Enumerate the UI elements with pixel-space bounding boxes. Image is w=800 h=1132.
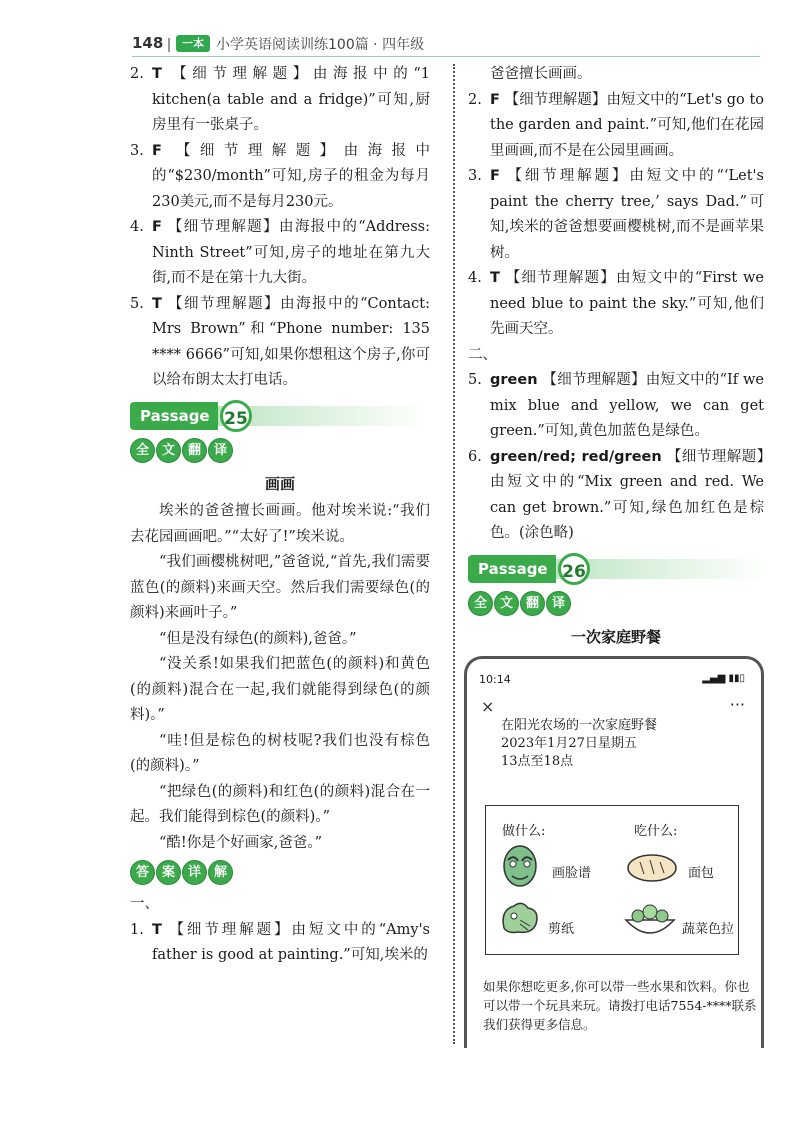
salad-icon — [622, 902, 678, 940]
book-title: 小学英语阅读训练100篇 · 四年级 — [216, 37, 425, 53]
more-menu-icon[interactable]: ··· — [729, 695, 745, 714]
activity-label: 剪纸 — [548, 922, 575, 937]
do-label: 做什么: — [502, 824, 546, 839]
story-title: 画画 — [264, 474, 295, 493]
answer-item: 6. green/red; red/green 【细节理解题】由短文中的“Mix green and red. We can get brown.”可知,绿色加红色是棕色。(涂色略) — [468, 448, 765, 541]
story-paragraph: “酷!你是个好画家,爸爸。” — [159, 834, 323, 851]
phone-mockup — [464, 656, 764, 1048]
answer-item: 1. T 【细节理解题】由短文中的“Amy's father is good at painting.”可知,埃米的 — [130, 921, 430, 963]
page-header — [132, 30, 760, 58]
passage-number: 25 — [220, 400, 252, 432]
bread-icon — [626, 850, 678, 884]
header-separator — [168, 38, 170, 52]
answer-item: 4. F 【细节理解题】由海报中的“Address: Ninth Street”可知,房子的地址在第九大街,而不是在第十九大街。 — [130, 219, 431, 286]
answer-item: 2. T 【细节理解题】由海报中的“1 kitchen(a table and a fridge)”可知,厨房里有一张桌子。 — [130, 66, 431, 133]
story-paragraph: “哇!但是棕色的树枝呢?我们也没有棕色(的颜料)。” — [130, 732, 430, 774]
status-time: 10:14 — [479, 673, 511, 686]
header-rule — [132, 56, 760, 57]
activity-card — [485, 805, 739, 955]
passage-banner — [130, 400, 430, 432]
answer-item: 5. T 【细节理解题】由海报中的“Contact: Mrs Brown”和“Phone number: 135 **** 6666”可知,如果你想租这个房子,你可以给布朗太太打电话。 — [130, 295, 430, 388]
close-icon[interactable]: × — [481, 697, 495, 716]
paper-cut-icon — [498, 898, 542, 936]
passage-number: 26 — [558, 553, 590, 585]
story-paragraph: “我们画樱桃树吧,”爸爸说,“首先,我们需要蓝色(的颜料)来画天空。然后我们需要绿色(的颜料)来画叶子。” — [130, 554, 430, 621]
story-paragraph: 埃米的爸爸擅长画画。他对埃米说:“我们去花园画画吧。”“太好了!”埃米说。 — [130, 503, 430, 545]
answer-item: 4. T 【细节理解题】由短文中的“First we need blue to paint the sky.”可知,他们先画天空。 — [468, 270, 765, 337]
answer-item: 3. F 【细节理解题】由海报中的“$230/month”可知,房子的租金为每月230美元,而不是每月230元。 — [130, 142, 430, 210]
invitation-footer: 如果你想吃更多,你可以带一些水果和饮料。你也可以带一个玩具来玩。请拨打电话7554-****联系我们获得更多信息。 — [483, 979, 757, 1032]
passage-label: Passage — [468, 555, 556, 583]
brand-logo: 一本 — [176, 35, 210, 52]
right-column — [468, 62, 764, 652]
eat-label: 吃什么: — [634, 824, 678, 839]
section-heading: 一、 — [130, 896, 159, 912]
face-mask-icon — [500, 844, 540, 888]
activity-label: 画脸谱 — [552, 866, 592, 881]
translation-badge: 全 文 翻 译 — [130, 438, 430, 466]
column-divider — [453, 64, 455, 1044]
answer-item: 5. green 【细节理解题】由短文中的“If we mix blue and yellow, we can get green.”可知,黄色加蓝色是绿色。 — [468, 372, 765, 439]
translation-badge: 全 文 翻 译 — [468, 591, 764, 619]
story-title: 一次家庭野餐 — [570, 627, 661, 646]
story-paragraph: “没关系!如果我们把蓝色(的颜料)和黄色(的颜料)混合在一起,我们就能得到绿色(的颜料)。” — [130, 656, 430, 723]
answer-continuation: 爸爸擅长画画。 — [490, 66, 592, 82]
left-column — [130, 62, 430, 969]
story-paragraph: “把绿色(的颜料)和红色(的颜料)混合在一起。我们能得到棕色(的颜料)。” — [130, 783, 430, 825]
answer-item: 2. F 【细节理解题】由短文中的“Let's go to the garden and paint.”可知,他们在花园里画画,而不是在公园里画画。 — [468, 91, 764, 159]
signal-battery-icon: ▂▄▆ ▮▮▯ — [702, 673, 745, 684]
page-number: 148 — [132, 34, 164, 52]
food-label: 蔬菜色拉 — [682, 922, 735, 937]
food-label: 面包 — [688, 866, 715, 881]
story-paragraph: “但是没有绿色(的颜料),爸爸。” — [159, 630, 357, 647]
section-heading: 二、 — [468, 346, 497, 363]
passage-label: Passage — [130, 402, 218, 430]
passage-banner — [468, 553, 764, 585]
answer-badge: 答 案 详 解 — [130, 860, 430, 888]
answer-item: 3. F 【细节理解题】由短文中的“‘Let's paint the cherry tree,’ says Dad.”可知,埃米的爸爸想要画樱桃树,而不是画苹果树。 — [468, 168, 764, 261]
invitation-text: 在阳光农场的一次家庭野餐 2023年1月27日星期五 13点至18点 — [501, 718, 658, 769]
